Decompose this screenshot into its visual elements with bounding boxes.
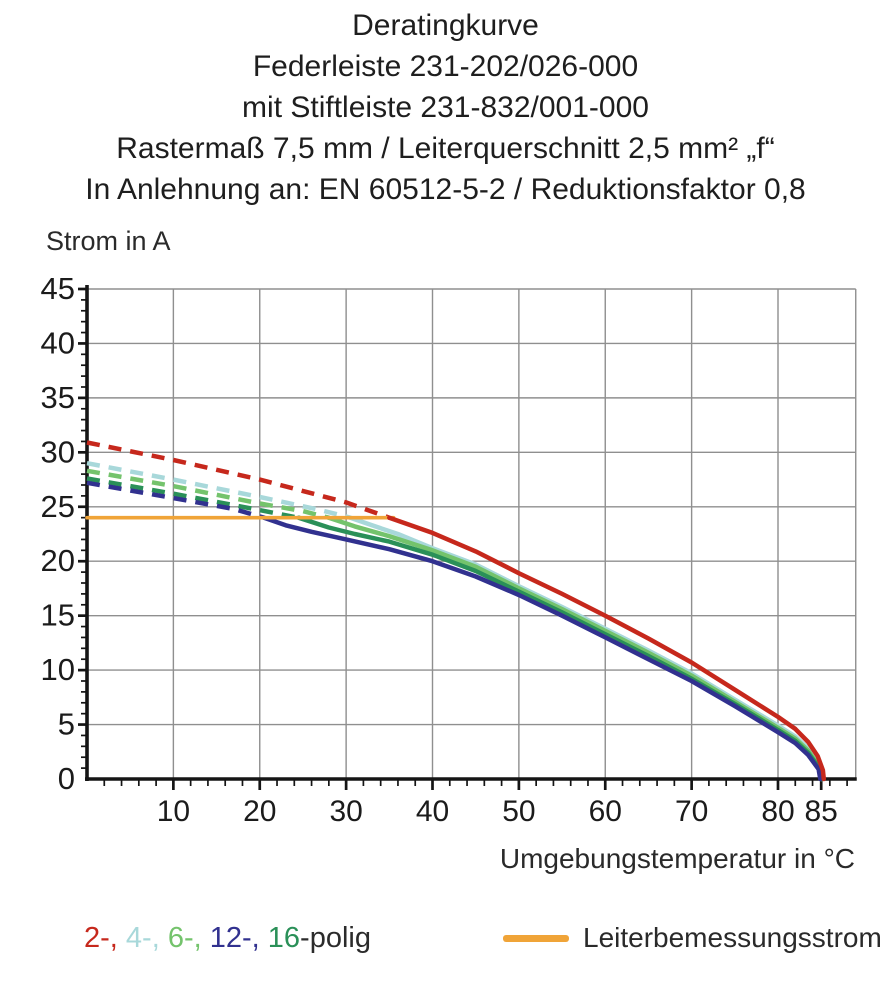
svg-text:35: 35	[40, 379, 75, 415]
svg-text:40: 40	[415, 795, 450, 828]
pole-count-label: 16	[267, 922, 301, 954]
svg-text:85: 85	[804, 795, 838, 828]
rated-current-label: Leiterbemessungsstrom	[583, 922, 882, 953]
svg-text:30: 30	[40, 434, 75, 470]
title-block	[0, 5, 891, 210]
svg-text:25: 25	[40, 488, 75, 524]
rated-current-legend	[503, 922, 882, 954]
svg-text:20: 20	[40, 543, 75, 579]
svg-text:10: 10	[40, 652, 75, 688]
y-axis-title: Strom in A	[46, 226, 171, 256]
svg-text:40: 40	[40, 325, 75, 361]
title-line-5: In Anlehnung an: EN 60512-5-2 / Reduktionsfaktor 0,8	[85, 173, 806, 206]
title-line-3: mit Stiftleiste 231-832/001-000	[242, 91, 649, 124]
rated-current-line-swatch	[503, 935, 569, 942]
pole-count-label: 6-,	[167, 922, 202, 954]
svg-text:50: 50	[502, 795, 536, 828]
svg-text:60: 60	[588, 795, 622, 828]
svg-text:45: 45	[40, 270, 75, 306]
title-line-1: Deratingkurve	[352, 9, 539, 42]
svg-text:0: 0	[57, 761, 75, 796]
pole-count-label: 2-,	[84, 922, 118, 954]
title-line-4: Rastermaß 7,5 mm / Leiterquerschnitt 2,5 mm² „f“	[116, 132, 775, 165]
svg-text:30: 30	[329, 795, 363, 828]
svg-text:70: 70	[674, 795, 709, 828]
poles-legend	[84, 922, 371, 955]
svg-text:20: 20	[243, 795, 277, 828]
svg-text:15: 15	[40, 597, 75, 633]
x-axis-title: Umgebungstemperatur in °C	[499, 843, 855, 874]
svg-text:5: 5	[57, 706, 75, 742]
pole-count-label: 4-,	[125, 922, 160, 954]
title-line-2: Federleiste 231-202/026-000	[252, 50, 639, 83]
polig-suffix: -polig	[300, 922, 371, 954]
svg-text:80: 80	[761, 795, 795, 828]
svg-text:10: 10	[156, 795, 191, 828]
pole-count-label: 12-,	[209, 922, 260, 954]
derating-chart	[0, 230, 891, 840]
